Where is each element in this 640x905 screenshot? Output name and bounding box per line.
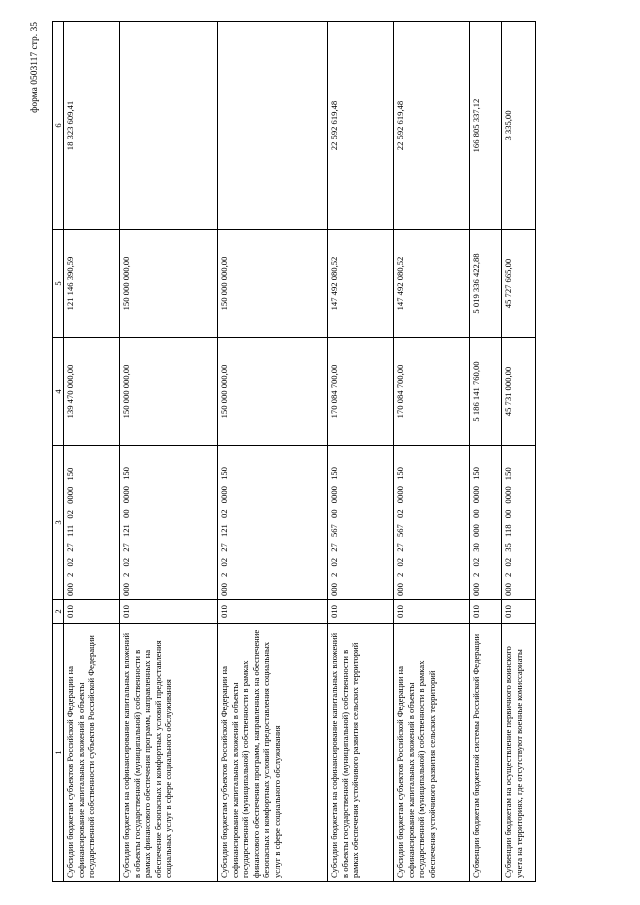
header-cell: 6: [53, 22, 64, 230]
row-kbk: 000 2 02 27 111 02 0000 150: [64, 446, 120, 600]
header-cell: 3: [53, 446, 64, 600]
row-col5: 150 000 000,00: [120, 230, 218, 338]
header-cell: 5: [53, 230, 64, 338]
row-col6: 166 805 337,12: [470, 22, 502, 230]
row-col5: 45 727 665,00: [502, 230, 536, 338]
row-col5: 147 492 080,52: [394, 230, 470, 338]
row-name: Субсидии бюджетам субъектов Российской Федерации на софинансирование капитальных вложений в объекты государственной (муниципальной) собственности в рамках финансового обеспечения программ, направленных на обеспечение безопасных и комфортных условий предоставления социальных услуг в сфере социального обслуживания: [218, 624, 328, 882]
row-name: Субвенции бюджетам на осуществление первичного воинского учета на территориях, где отсутствуют военные комиссариаты: [502, 624, 536, 882]
rotated-sheet: [30, 22, 605, 882]
row-col4: 5 186 141 760,00: [470, 338, 502, 446]
header-cell: 4: [53, 338, 64, 446]
table-row: [470, 22, 502, 882]
row-code: 010: [64, 600, 120, 624]
row-kbk: 000 2 02 27 121 00 0000 150: [120, 446, 218, 600]
row-col5: 121 146 390,59: [64, 230, 120, 338]
row-code: 010: [470, 600, 502, 624]
row-col6: 18 323 609,41: [64, 22, 120, 230]
row-name: Субвенции бюджетам бюджетной системы Российской Федерации: [470, 624, 502, 882]
table-row: [120, 22, 218, 882]
row-col6: [120, 22, 218, 230]
row-code: 010: [218, 600, 328, 624]
header-cell: 2: [53, 600, 64, 624]
row-kbk: 000 2 02 27 567 00 0000 150: [328, 446, 394, 600]
row-code: 010: [328, 600, 394, 624]
row-kbk: 000 2 02 30 000 00 0000 150: [470, 446, 502, 600]
header-row: [53, 22, 64, 882]
row-name: Субсидии бюджетам субъектов Российской Федерации на софинансирование капитальных вложений в объекты государственной собственности субъектов Российской Федерации: [64, 624, 120, 882]
row-kbk: 000 2 02 27 567 02 0000 150: [394, 446, 470, 600]
row-col4: 150 000 000,00: [218, 338, 328, 446]
row-col5: 147 492 080,52: [328, 230, 394, 338]
row-col6: 22 592 619,48: [394, 22, 470, 230]
row-name: Субсидии бюджетам на софинансирование капитальных вложений в объекты государственной (муниципальной) собственности в рамках финансового обеспечения программ, направленных на обеспечение безопасных и комфортных условий предоставления социальных услуг в сфере социального обслуживания: [120, 624, 218, 882]
row-col5: 150 000 000,00: [218, 230, 328, 338]
row-col4: 45 731 000,00: [502, 338, 536, 446]
row-col4: 170 084 700,00: [328, 338, 394, 446]
row-code: 010: [394, 600, 470, 624]
row-name: Субсидии бюджетам субъектов Российской Федерации на софинансирование капитальных вложений в объекты государственной (муниципальной) собственности в рамках обеспечения устойчивого развития сельских территорий: [394, 624, 470, 882]
form-label: форма 0503117 стр. 35: [30, 22, 40, 113]
row-col5: 5 019 336 422,88: [470, 230, 502, 338]
header-cell: 1: [53, 624, 64, 882]
row-col6: 22 592 619,48: [328, 22, 394, 230]
row-col6: 3 335,00: [502, 22, 536, 230]
row-col4: 150 000 000,00: [120, 338, 218, 446]
row-kbk: 000 2 02 35 118 00 0000 150: [502, 446, 536, 600]
row-name: Субсидии бюджетам на софинансирование капитальных вложений в объекты государственной (муниципальной) собственности в рамках обеспечения устойчивого развития сельских территорий: [328, 624, 394, 882]
row-code: 010: [502, 600, 536, 624]
row-kbk: 000 2 02 27 121 02 0000 150: [218, 446, 328, 600]
row-col6: [218, 22, 328, 230]
row-col4: 139 470 000,00: [64, 338, 120, 446]
table-row: [502, 22, 536, 882]
table-row: [218, 22, 328, 882]
row-code: 010: [120, 600, 218, 624]
table-row: [64, 22, 120, 882]
report-table: [52, 21, 536, 882]
table-row: [394, 22, 470, 882]
table-row: [328, 22, 394, 882]
row-col4: 170 084 700,00: [394, 338, 470, 446]
